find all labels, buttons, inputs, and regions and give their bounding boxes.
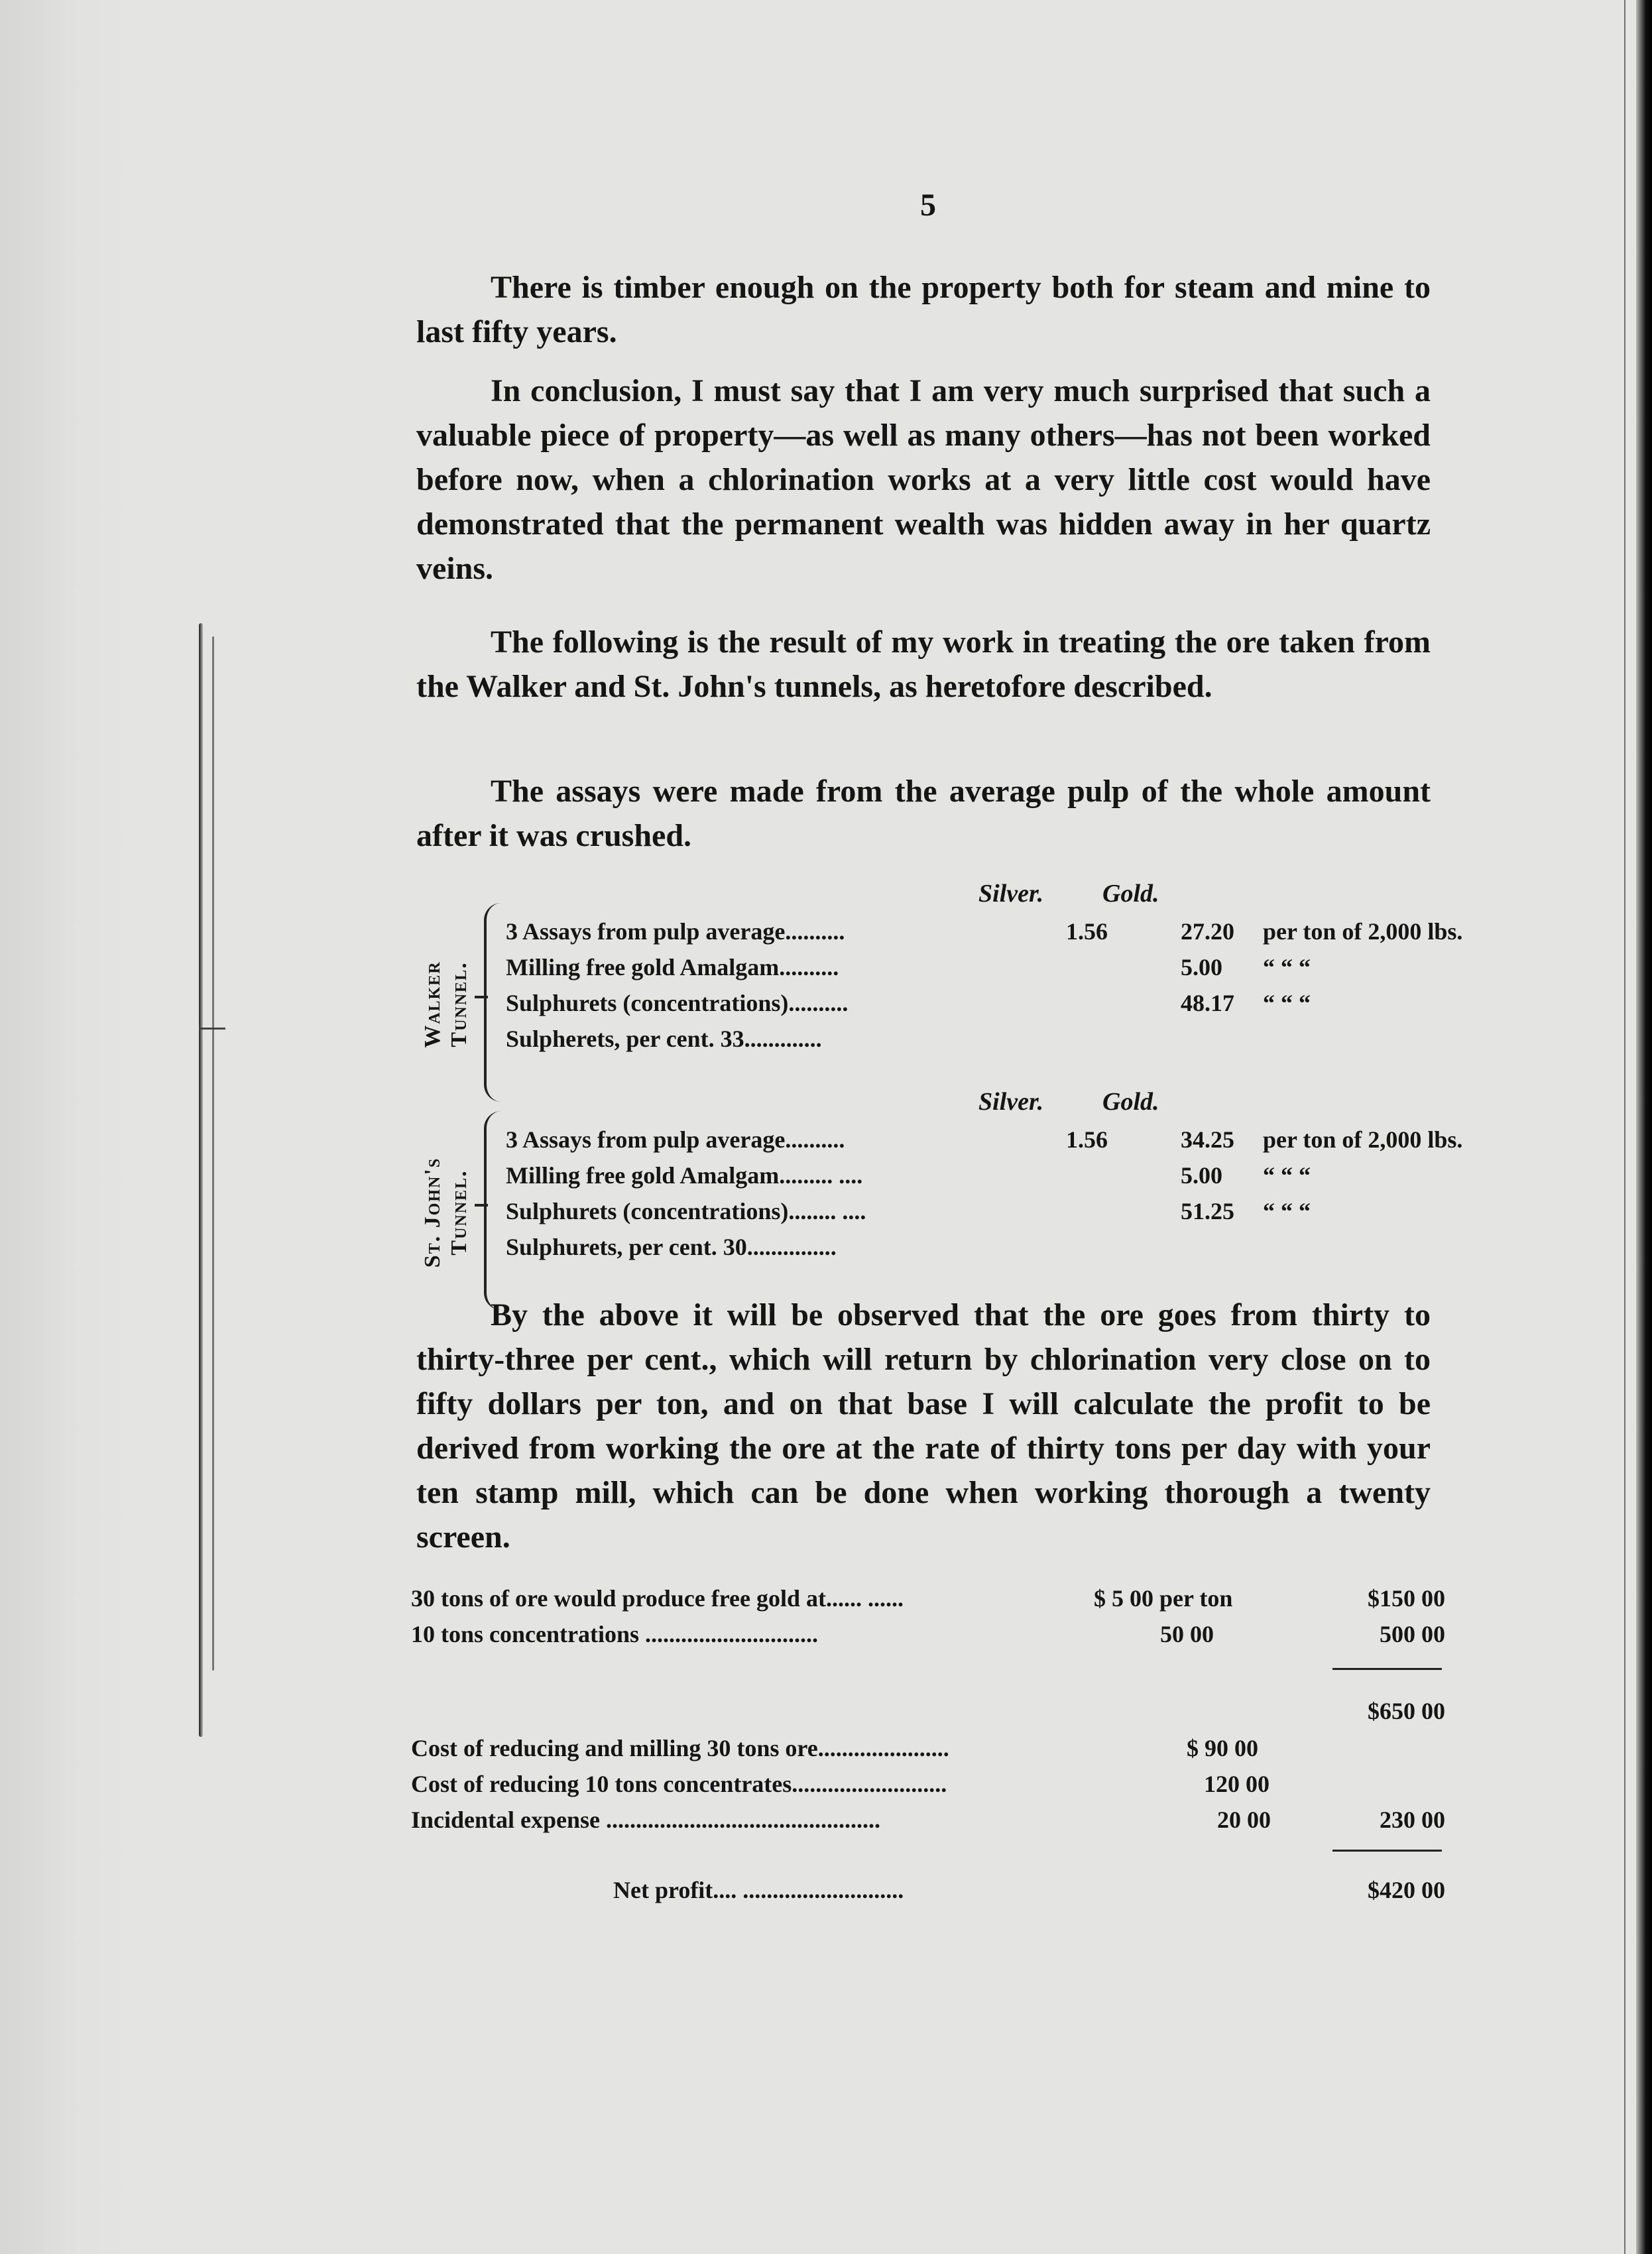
net-profit-row — [411, 1876, 1445, 1911]
assay-label: 3 Assays from pulp average.......... — [506, 1126, 845, 1153]
silver-value: 1.56 — [1066, 918, 1108, 945]
unit: “ “ “ — [1263, 1162, 1311, 1189]
st-johns-assay-table — [416, 1087, 1463, 1313]
brace — [484, 1111, 501, 1310]
assay-label: Sulphurets, per cent. 30............... — [506, 1234, 837, 1260]
net-profit-label: Net profit.... ........................... — [613, 1877, 904, 1903]
cost-row — [411, 1770, 1445, 1805]
cost-row — [411, 1806, 1445, 1840]
income-label: 30 tons of ore would produce free gold at...... ...... — [411, 1585, 904, 1612]
brace-tip — [475, 1204, 488, 1207]
income-rate: $ 5 00 per ton — [1094, 1585, 1233, 1612]
income-total: 500 00 — [1380, 1621, 1445, 1647]
gold-header: Gold. — [1102, 1088, 1159, 1116]
income-total: $150 00 — [1368, 1585, 1445, 1612]
income-label: 10 tons concentrations ............................. — [411, 1621, 818, 1647]
binding-stitch — [199, 623, 203, 1737]
paragraph-following: The following is the result of my work in treating the ore taken from the Walker and St. John's tunnels, as heretofore described. — [416, 624, 1431, 704]
cost-label: Incidental expense .............................................. — [411, 1807, 881, 1833]
tunnel-name: St. John's — [420, 1157, 445, 1268]
assay-row — [506, 1161, 1450, 1196]
brace — [484, 903, 501, 1102]
gold-value: 5.00 — [1181, 1162, 1222, 1189]
paragraph-timber: There is timber enough on the property both for steam and mine to last fifty years. — [416, 270, 1431, 349]
unit: “ “ “ — [1263, 954, 1311, 980]
brace-tip — [475, 996, 488, 998]
silver-header: Silver. — [978, 880, 1044, 908]
walker-assay-table — [416, 879, 1463, 1104]
assay-label: Milling free gold Amalgam.......... — [506, 954, 839, 980]
cost-row — [411, 1734, 1445, 1769]
binding-mark — [199, 1028, 225, 1030]
assay-row — [506, 1126, 1463, 1160]
tunnel-word: Tunnel. — [447, 961, 471, 1047]
page-number: 5 — [920, 188, 936, 223]
gross-total-row — [411, 1697, 1445, 1732]
assay-label: Sulphurets (concentrations)........ .... — [506, 1198, 866, 1224]
tunnel-name: Walker — [420, 961, 445, 1048]
assay-row — [506, 1197, 1450, 1232]
assay-label: 3 Assays from pulp average.......... — [506, 918, 845, 945]
net-profit-total: $420 00 — [1368, 1877, 1445, 1903]
paragraph-conclusion: In conclusion, I must say that I am very much surprised that such a valuable piece of property—as well as many others—has not been worked before now, when a chlorination works at a very little cost would have demonstrated that the permanent wealth was hidden away in her quartz veins. — [416, 373, 1431, 586]
assay-row — [506, 918, 1463, 952]
gold-value: 5.00 — [1181, 954, 1222, 980]
binding-stitch-inner — [212, 636, 214, 1671]
cost-label: Cost of reducing 10 tons concentrates.......................... — [411, 1771, 947, 1797]
cost-label: Cost of reducing and milling 30 tons ore...................... — [411, 1735, 949, 1761]
sum-rule — [1332, 1850, 1442, 1852]
tunnel-label — [416, 908, 476, 1100]
assay-row — [506, 989, 1450, 1024]
assay-row — [506, 1233, 1450, 1268]
assay-label: Sulpherets, per cent. 33............. — [506, 1026, 822, 1052]
profit-calculation — [411, 1584, 1445, 1923]
page-edge — [1636, 0, 1652, 2254]
gold-value: 51.25 — [1181, 1198, 1234, 1224]
unit: “ “ “ — [1263, 1198, 1311, 1224]
gold-value: 34.25 — [1181, 1126, 1234, 1153]
tunnel-word: Tunnel. — [447, 1169, 471, 1256]
page-edge-line — [1624, 0, 1625, 2254]
tunnel-label — [416, 1116, 476, 1309]
sum-rule — [1332, 1668, 1442, 1670]
unit: per ton of 2,000 lbs. — [1263, 1126, 1463, 1153]
silver-header: Silver. — [978, 1088, 1044, 1116]
unit: “ “ “ — [1263, 990, 1311, 1016]
gold-header: Gold. — [1102, 880, 1159, 908]
paragraph-observation: By the above it will be observed that the ore goes from thirty to thirty-three per cent., which will return by chlorination very close on to fifty dollars per ton, and on that base I will calculate the profit to be derived from working the ore at the rate of thirty tons per day with your ten stamp mill, which can be done when working thorough a twenty screen. — [416, 1297, 1431, 1555]
cost-amount: 120 00 — [1204, 1771, 1269, 1797]
cost-total: 230 00 — [1380, 1807, 1445, 1833]
gutter-shadow — [0, 0, 139, 2254]
gold-value: 27.20 — [1181, 918, 1234, 945]
assay-label: Milling free gold Amalgam......... .... — [506, 1162, 863, 1189]
paragraph-assays: The assays were made from the average pulp of the whole amount after it was crushed. — [416, 774, 1431, 853]
gross-total: $650 00 — [1368, 1698, 1445, 1724]
gold-value: 48.17 — [1181, 990, 1234, 1016]
income-row — [411, 1620, 1445, 1655]
cost-amount: 20 00 — [1217, 1807, 1271, 1833]
assay-row — [506, 1025, 1450, 1059]
cost-amount: $ 90 00 — [1187, 1735, 1258, 1761]
unit: per ton of 2,000 lbs. — [1263, 918, 1463, 945]
income-row — [411, 1584, 1445, 1619]
assay-row — [506, 953, 1450, 988]
income-rate: 50 00 — [1160, 1621, 1214, 1647]
silver-value: 1.56 — [1066, 1126, 1108, 1153]
assay-label: Sulphurets (concentrations).......... — [506, 990, 849, 1016]
